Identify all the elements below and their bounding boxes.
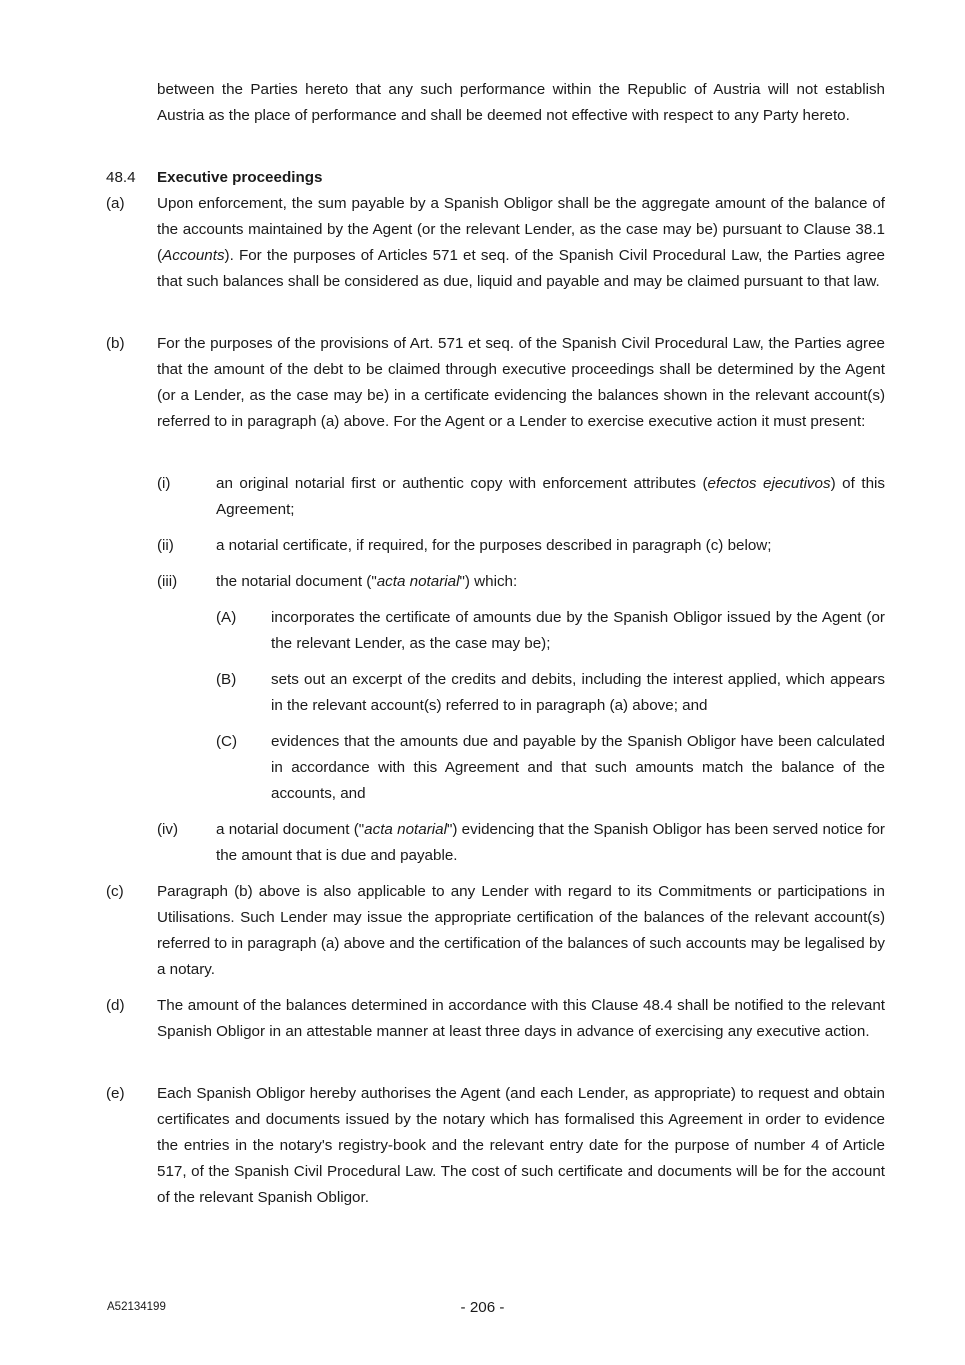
para-a-label: (a) bbox=[106, 195, 125, 212]
item-iii-italic: acta notarial bbox=[376, 573, 460, 590]
item-iv-label: (iv) bbox=[157, 821, 179, 838]
document-reference: A52134199 bbox=[107, 1301, 166, 1313]
para-a-text bbox=[157, 191, 885, 295]
item-iii-label: (iii) bbox=[157, 573, 178, 590]
item-i-italic: efectos ejecutivos bbox=[707, 475, 831, 492]
item-iii-text-1: the notarial document (" bbox=[216, 573, 377, 590]
item-i-text-2: ) of this Agreement; bbox=[216, 475, 885, 518]
para-a-italic: Accounts bbox=[162, 247, 225, 264]
para-b-label: (b) bbox=[106, 335, 125, 352]
subitem-b-label: (B) bbox=[216, 671, 237, 688]
item-i-text bbox=[216, 471, 885, 523]
subitem-a-label: (A) bbox=[216, 609, 237, 626]
subitem-b-text: sets out an excerpt of the credits and debits, including the interest applied, which appears in the relevant account(s) referred to in paragraph (a) above; and bbox=[271, 671, 885, 714]
para-d-label: (d) bbox=[106, 997, 125, 1014]
para-a-text-2: ). For the purposes of Articles 571 et seq. of the Spanish Civil Procedural Law, the Parties agree that such balances shall be considered as due, liquid and payable and may be claimed pursuant to that law. bbox=[157, 247, 885, 290]
subitem-c-text: evidences that the amounts due and payable by the Spanish Obligor have been calculated in accordance with this Agreement and that such amounts match the balance of the accounts, and bbox=[271, 733, 885, 802]
item-ii-text: a notarial certificate, if required, for the purposes described in paragraph (c) below; bbox=[216, 537, 772, 554]
para-c-text: Paragraph (b) above is also applicable to any Lender with regard to its Commitments or participations in Utilisations. Such Lender may issue the appropriate certification of the balances of the relevant account(s) referred to in paragraph (a) above and the certification of the balances of such accounts may be legalised by a notary. bbox=[157, 883, 885, 978]
subitem-a-text: incorporates the certificate of amounts due by the Spanish Obligor issued by the Agent (or the relevant Lender, as the case may be); bbox=[271, 609, 885, 652]
para-c-label: (c) bbox=[106, 883, 124, 900]
item-i-text-1: an original notarial first or authentic copy with enforcement attributes ( bbox=[216, 475, 708, 492]
intro-paragraph: between the Parties hereto that any such performance within the Republic of Austria will not establish Austria as the place of performance and shall be deemed not effective with respect to any Party hereto. bbox=[157, 81, 885, 124]
item-ii-label: (ii) bbox=[157, 537, 174, 554]
para-d-text: The amount of the balances determined in accordance with this Clause 48.4 shall be notified to the relevant Spanish Obligor in an attestable manner at least three days in advance of exercising any executive action. bbox=[157, 997, 885, 1040]
item-iv-italic: acta notarial bbox=[364, 821, 447, 838]
para-a-text-1: Upon enforcement, the sum payable by a Spanish Obligor shall be the aggregate amount of the balance of the accounts maintained by the Agent (or the relevant Lender, as the case may be) pursuant to Clause 38.1 ( bbox=[157, 195, 885, 264]
clause-number: 48.4 bbox=[106, 169, 136, 186]
para-b-text: For the purposes of the provisions of Art. 571 et seq. of the Spanish Civil Procedural Law, the Parties agree that the amount of the debt to be claimed through executive proceedings shall be determined by the Agent (or a Lender, as the case may be) in a certificate evidencing the balances shown in the relevant account(s) referred to in paragraph (a) above. For the Agent or a Lender to exercise executive action it must present: bbox=[157, 335, 885, 430]
item-iv-text-1: a notarial document (" bbox=[216, 821, 365, 838]
item-iii-text-2: ") which: bbox=[459, 573, 518, 590]
item-i-label: (i) bbox=[157, 475, 171, 492]
page-number: - 206 - bbox=[460, 1299, 505, 1316]
item-iii-text bbox=[216, 569, 885, 595]
subitem-c-label: (C) bbox=[216, 733, 238, 750]
item-iv-text-2: ") evidencing that the Spanish Obligor has been served notice for the amount that is due and payable. bbox=[216, 821, 885, 864]
para-e-text: Each Spanish Obligor hereby authorises the Agent (and each Lender, as appropriate) to request and obtain certificates and documents issued by the notary which has formalised this Agreement in order to evidence the entries in the notary's registry-book and the relevant entry date for the purpose of number 4 of Article 517, of the Spanish Civil Procedural Law. The cost of such certificate and documents will be for the account of the relevant Spanish Obligor. bbox=[157, 1085, 885, 1206]
item-iv-text bbox=[216, 817, 885, 869]
clause-title: Executive proceedings bbox=[157, 169, 323, 186]
para-e-label: (e) bbox=[106, 1085, 125, 1102]
